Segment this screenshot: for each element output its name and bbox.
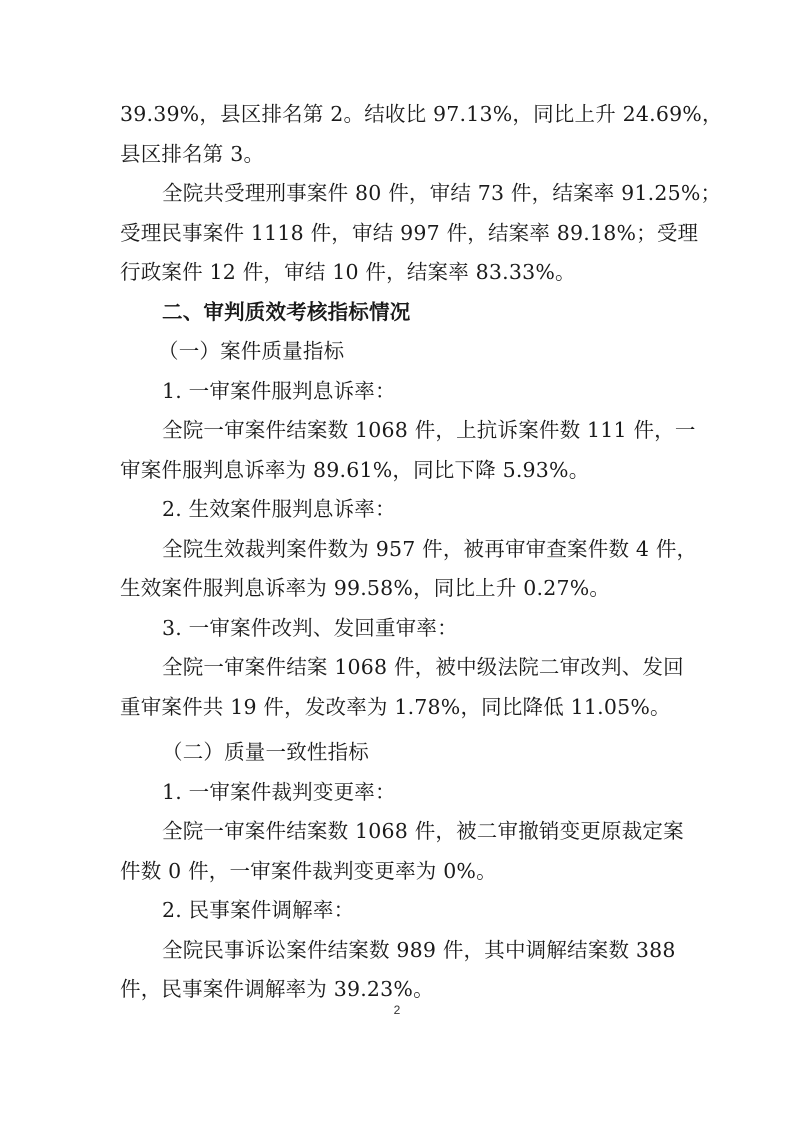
item-heading: 2. 生效案件服判息诉率：: [162, 497, 396, 521]
subsection-heading: （二）质量一致性指标: [162, 740, 369, 764]
paragraph-line: 全院一审案件结案数 1068 件，上抗诉案件数 111 件，一: [162, 418, 696, 442]
paragraph-line: 全院共受理刑事案件 80 件，审结 73 件，结案率 91.25%；: [162, 181, 722, 205]
item-heading: 2. 民事案件调解率：: [162, 898, 355, 922]
paragraph-line: 行政案件 12 件，审结 10 件，结案率 83.33%。: [120, 260, 576, 284]
paragraph-line: 县区排名第 3。: [120, 142, 265, 166]
paragraph-line: 审案件服判息诉率为 89.61%，同比下降 5.93%。: [120, 458, 590, 482]
item-heading: 3. 一审案件改判、发回重审率：: [162, 616, 458, 640]
item-heading: 1. 一审案件服判息诉率：: [162, 379, 396, 403]
item-heading: 1. 一审案件裁判变更率：: [162, 780, 396, 804]
paragraph-line: 受理民事案件 1118 件，审结 997 件，结案率 89.18%；受理: [120, 221, 699, 245]
page-number: 2: [393, 1003, 401, 1017]
section-heading: 二、审判质效考核指标情况: [162, 300, 411, 324]
subsection-heading: （一）案件质量指标: [158, 339, 345, 363]
paragraph-line: 全院民事诉讼案件结案数 989 件，其中调解结案数 388: [162, 938, 676, 962]
paragraph-line: 全院一审案件结案数 1068 件，被二审撤销变更原裁定案: [162, 819, 684, 843]
paragraph-line: 件，民事案件调解率为 39.23%。: [120, 977, 434, 1001]
paragraph-line: 生效案件服判息诉率为 99.58%，同比上升 0.27%。: [120, 576, 611, 600]
paragraph-line: 重审案件共 19 件，发改率为 1.78%，同比降低 11.05%。: [120, 695, 671, 719]
paragraph-line: 全院一审案件结案 1068 件，被中级法院二审改判、发回: [162, 655, 684, 679]
paragraph-line: 39.39%，县区排名第 2。结收比 97.13%，同比上升 24.69%，: [120, 102, 723, 126]
paragraph-line: 全院生效裁判案件数为 957 件，被再审审查案件数 4 件，: [162, 537, 698, 561]
paragraph-line: 件数 0 件，一审案件裁判变更率为 0%。: [120, 859, 497, 883]
